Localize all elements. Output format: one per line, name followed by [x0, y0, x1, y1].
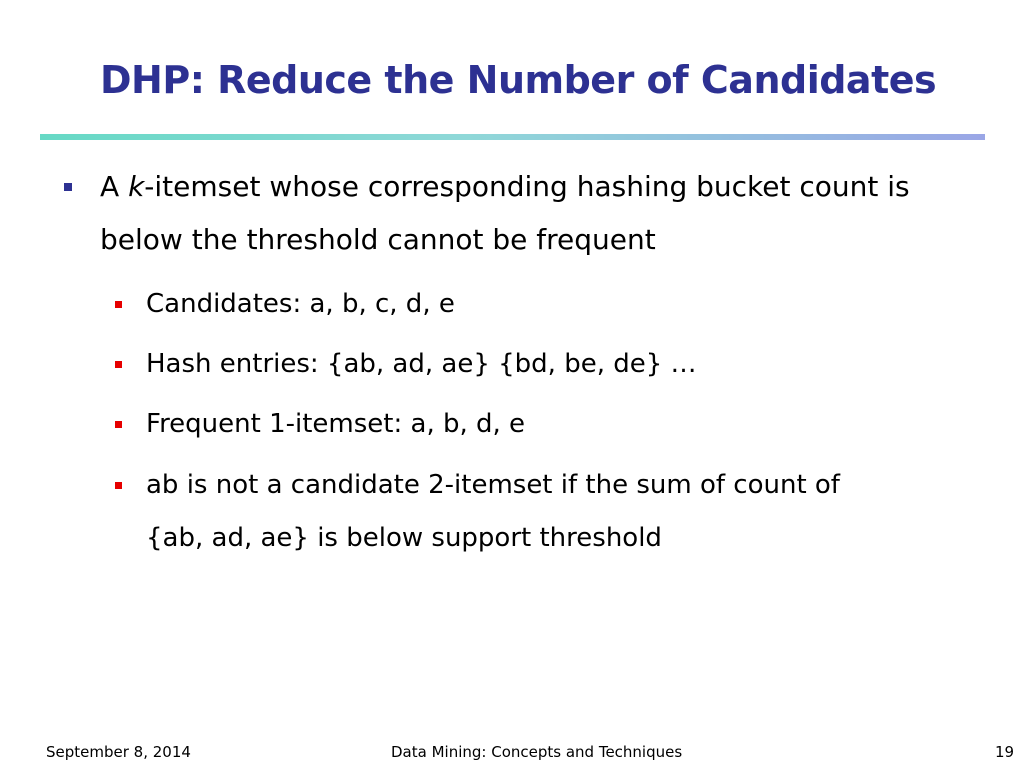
sub-bullet-candidate-rule: [146, 459, 986, 565]
bullet-main-rest: -itemset whose corresponding hashing bucket count is: [144, 170, 910, 203]
sub-bullet-hash-entries-text: Hash entries: {ab, ad, ae} {bd, be, de} …: [146, 349, 697, 379]
footer-course-title: Data Mining: Concepts and Techniques: [391, 743, 683, 761]
square-bullet-icon: [115, 421, 122, 428]
sub-bullet-candidate-rule-line2: {ab, ad, ae} is below support threshold: [146, 523, 662, 553]
square-bullet-icon: [115, 482, 122, 489]
sub-bullet-hash-entries: [146, 338, 986, 391]
bullet-main-line1: [100, 160, 980, 213]
bullet-main-line2: below the threshold cannot be frequent: [100, 223, 656, 256]
square-bullet-icon: [115, 361, 122, 368]
bullet-main: [100, 160, 980, 266]
square-bullet-icon: [64, 183, 72, 191]
sub-bullet-frequent-itemset: [146, 398, 986, 451]
bullet-main-prefix: A: [100, 170, 129, 203]
title-divider: [40, 134, 985, 140]
sub-bullet-candidates: [146, 278, 986, 331]
bullet-main-k: k: [128, 170, 145, 203]
sub-bullet-candidate-rule-line1: ab is not a candidate 2-itemset if the sum of count of: [146, 470, 840, 500]
footer-date: September 8, 2014: [46, 743, 191, 761]
sub-bullet-frequent-itemset-text: Frequent 1-itemset: a, b, d, e: [146, 409, 526, 439]
sub-bullet-candidates-text: Candidates: a, b, c, d, e: [146, 289, 455, 319]
square-bullet-icon: [115, 301, 122, 308]
footer-page-number: 19: [995, 743, 1015, 761]
slide-title: DHP: Reduce the Number of Candidates: [100, 58, 937, 102]
